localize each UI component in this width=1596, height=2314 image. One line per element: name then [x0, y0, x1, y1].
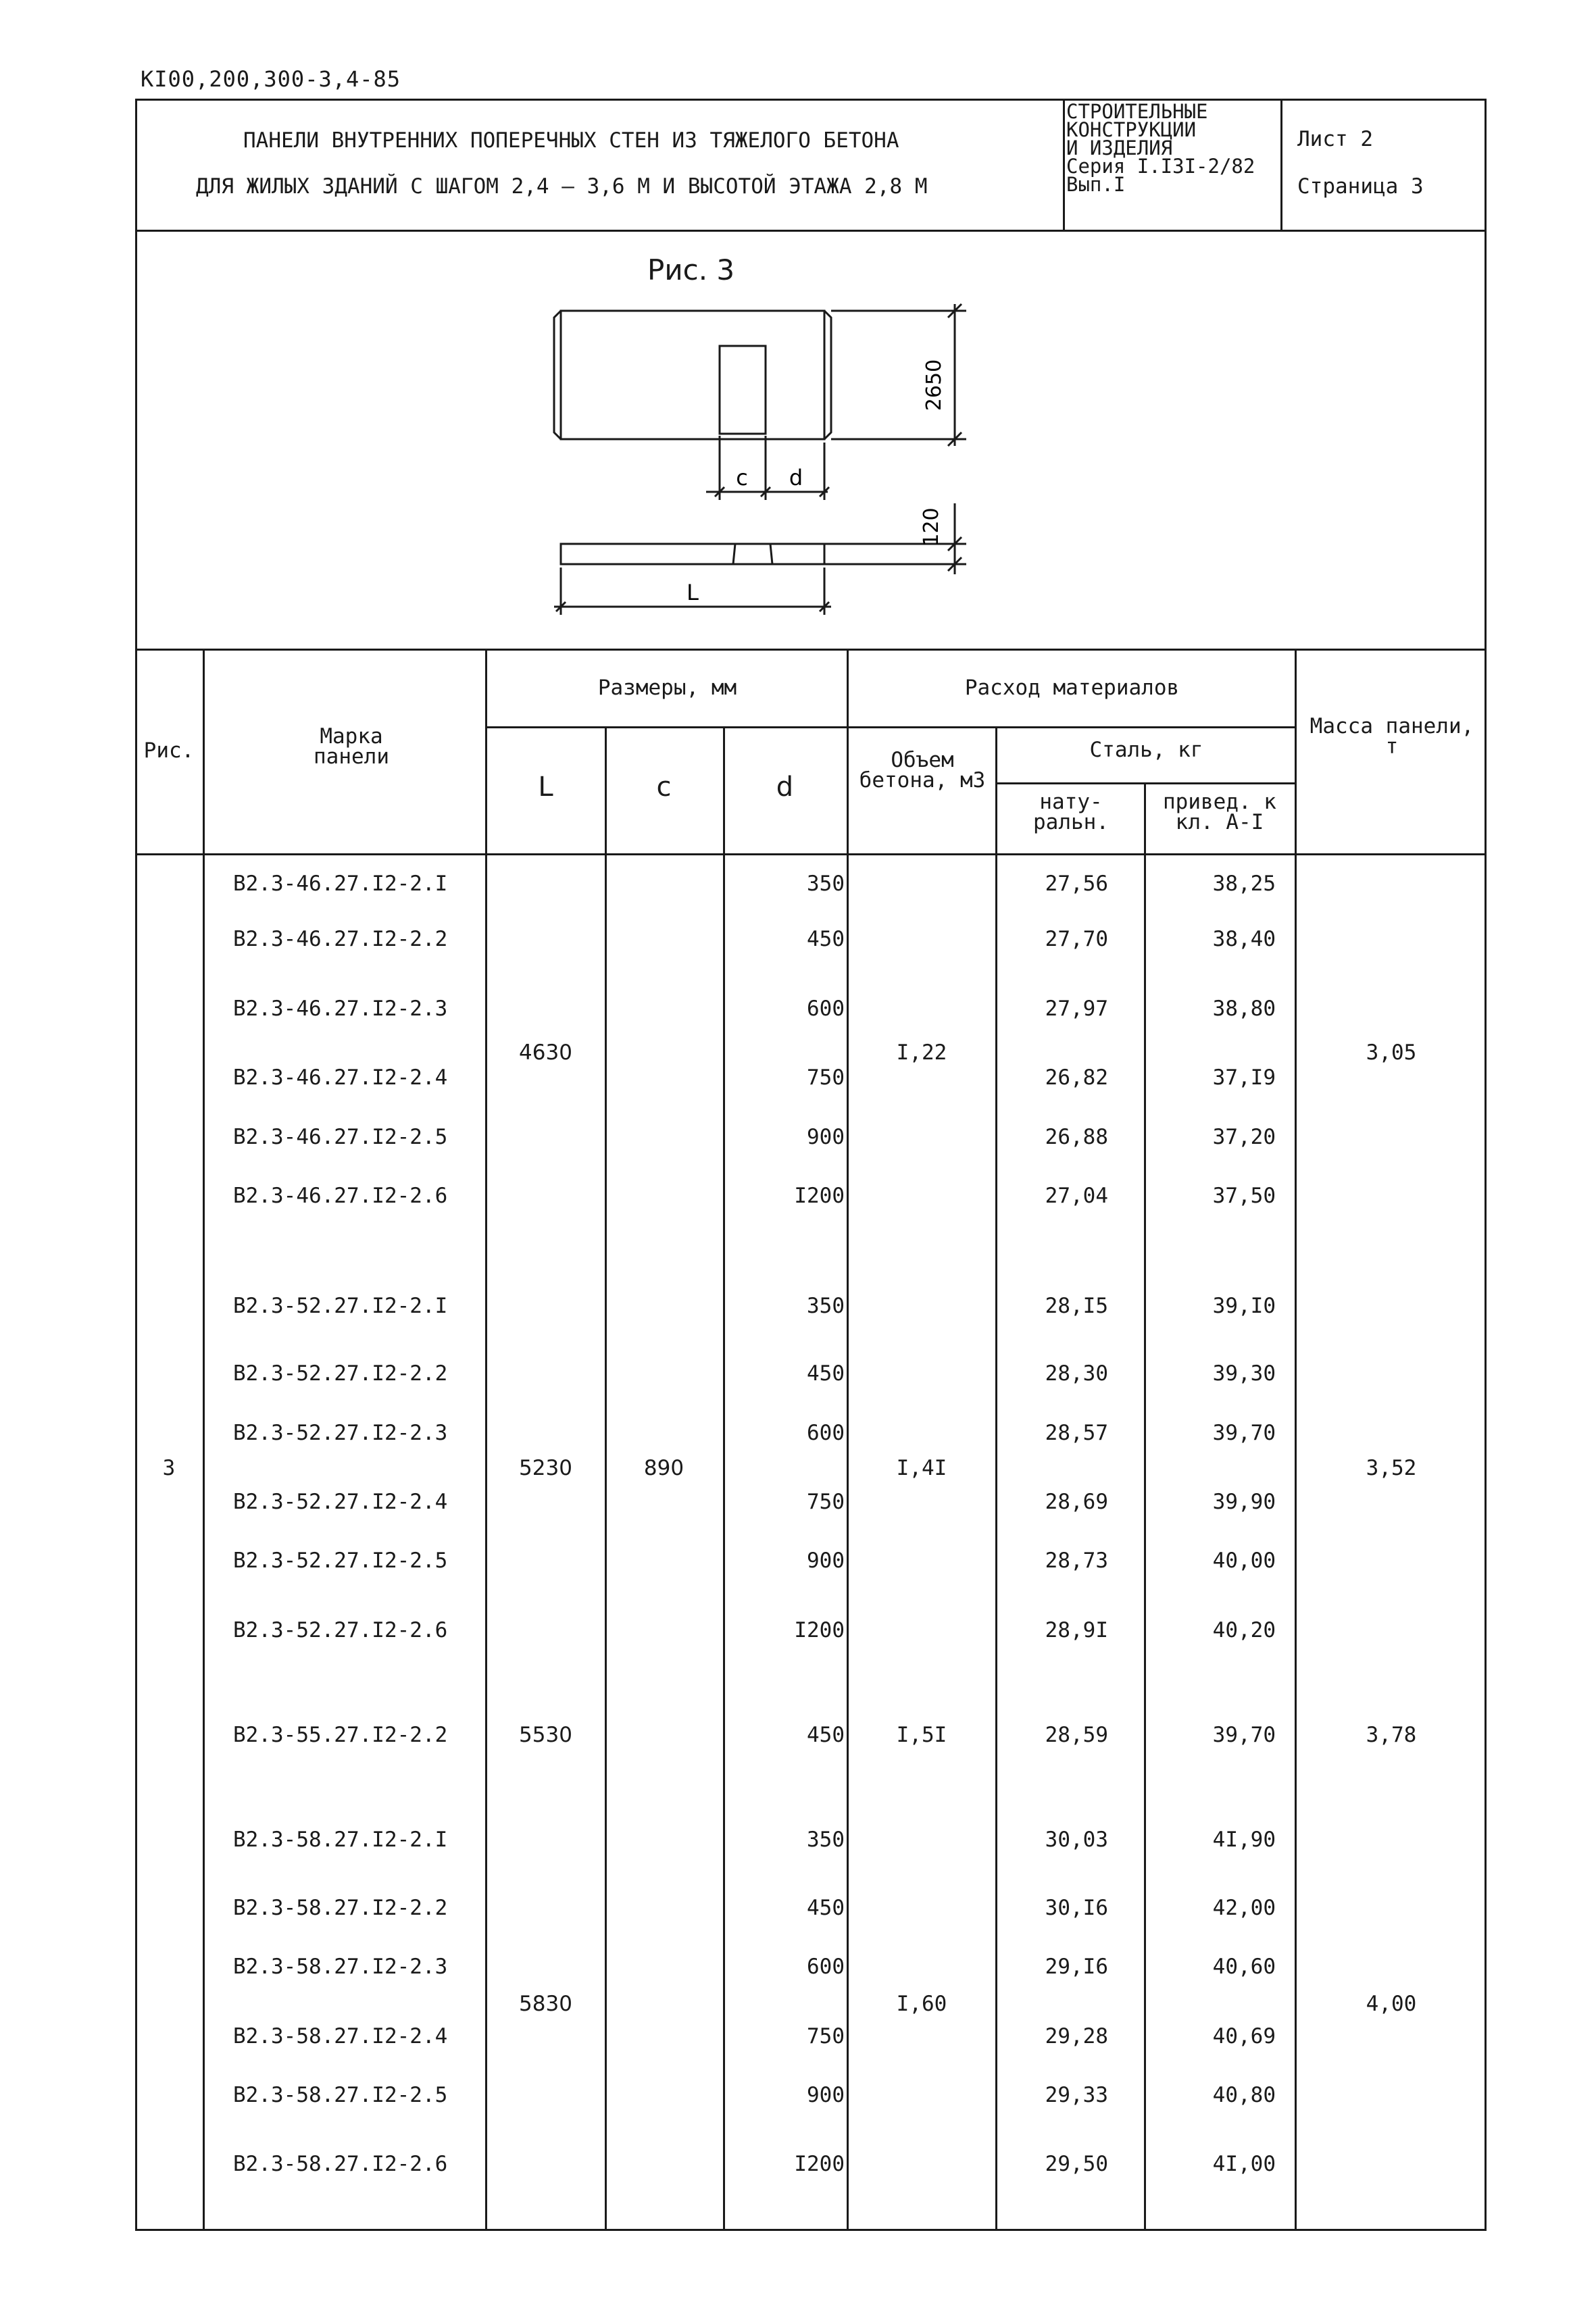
cell-mark: В2.3-58.27.I2-2.3	[233, 1955, 448, 1979]
series-line: Серия I.I3I-2/82	[1066, 155, 1255, 178]
cell-d: 450	[807, 927, 845, 951]
cell-mark: В2.3-58.27.I2-2.2	[233, 1896, 448, 1920]
cell-d: 750	[807, 2024, 845, 2048]
cell-volume: I,60	[896, 1992, 947, 2016]
cell-natural: 26,82	[1045, 1065, 1108, 1090]
cell-reduced: 40,20	[1212, 1618, 1276, 1642]
c-value: 890	[643, 1456, 684, 1480]
cell-L: 5530	[519, 1723, 572, 1747]
cell-natural: 28,I5	[1045, 1294, 1108, 1318]
header-sizes: Размеры, мм	[597, 676, 737, 700]
cell-mark: В2.3-46.27.I2-2.6	[233, 1184, 448, 1208]
header-volume: Объем бетона, м3	[859, 748, 986, 793]
series-line: СТРОИТЕЛЬНЫЕ	[1066, 100, 1208, 123]
cell-reduced: 40,80	[1212, 2083, 1276, 2107]
cell-reduced: 4I,90	[1212, 1828, 1276, 1852]
cell-volume: I,4I	[896, 1456, 947, 1480]
cell-reduced: 39,30	[1212, 1361, 1276, 1386]
cell-mass: 3,05	[1366, 1040, 1417, 1065]
panel-section	[561, 544, 824, 564]
cell-reduced: 39,I0	[1212, 1294, 1276, 1318]
table-top-border	[135, 649, 1487, 651]
cell-d: 600	[807, 1421, 845, 1445]
series-block	[1066, 100, 1269, 196]
hline-steel	[997, 782, 1296, 784]
dim-d-label: d	[789, 465, 803, 491]
cell-natural: 30,I6	[1045, 1896, 1108, 1920]
header-vline-1	[1063, 99, 1065, 231]
title-line-2: ДЛЯ ЖИЛЫХ ЗДАНИЙ С ШАГОМ 2,4 — 3,6 М И ВЫСОТОЙ ЭТАЖА 2,8 М	[196, 174, 928, 199]
cell-d: 900	[807, 2083, 845, 2107]
cell-d: 450	[807, 1896, 845, 1920]
cell-d: 750	[807, 1065, 845, 1090]
header-L: L	[538, 772, 553, 803]
cell-d: 450	[807, 1723, 845, 1747]
header-divider	[135, 230, 1487, 232]
cell-natural: 27,56	[1045, 872, 1108, 896]
cell-natural: 26,88	[1045, 1125, 1108, 1149]
cell-mark: В2.3-52.27.I2-2.5	[233, 1549, 448, 1573]
cell-reduced: 40,60	[1212, 1955, 1276, 1979]
header-reduced: привед. к кл. А-I	[1163, 790, 1276, 834]
fig-number: 3	[162, 1456, 176, 1480]
cell-natural: 27,97	[1045, 997, 1108, 1021]
vline-fig	[203, 649, 205, 2231]
cell-natural: 29,50	[1045, 2152, 1108, 2176]
header-natural: нату- ральн.	[1033, 790, 1109, 834]
cell-mass: 3,78	[1366, 1723, 1417, 1747]
cell-volume: I,5I	[896, 1723, 947, 1747]
cell-L: 5230	[519, 1456, 572, 1480]
title-line-1: ПАНЕЛИ ВНУТРЕННИХ ПОПЕРЕЧНЫХ СТЕН ИЗ ТЯЖЕЛОГО БЕТОНА	[243, 128, 899, 153]
cell-natural: 27,70	[1045, 927, 1108, 951]
cell-mark: В2.3-55.27.I2-2.2	[233, 1723, 448, 1747]
cell-mark: В2.3-52.27.I2-2.2	[233, 1361, 448, 1386]
cell-natural: 28,59	[1045, 1723, 1108, 1747]
cell-L: 5830	[519, 1992, 572, 2016]
header-mark: Марка панели	[314, 724, 389, 769]
header-mass: Масса панели, т	[1310, 714, 1474, 759]
cell-d: 750	[807, 1490, 845, 1514]
table-header-bottom	[135, 853, 1487, 855]
vline-c	[723, 726, 725, 2231]
vline-natural	[1144, 782, 1146, 2231]
cell-mark: В2.3-58.27.I2-2.4	[233, 2024, 448, 2048]
cell-natural: 28,69	[1045, 1490, 1108, 1514]
cell-mark: В2.3-52.27.I2-2.6	[233, 1618, 448, 1642]
header-materials: Расход материалов	[964, 676, 1180, 700]
cell-mark: В2.3-46.27.I2-2.I	[233, 872, 448, 896]
header-steel: Сталь, кг	[1089, 738, 1203, 762]
cell-volume: I,22	[896, 1040, 947, 1065]
cell-reduced: 38,25	[1212, 872, 1276, 896]
cell-mark: В2.3-46.27.I2-2.5	[233, 1125, 448, 1149]
cell-mark: В2.3-58.27.I2-2.I	[233, 1828, 448, 1852]
cell-mark: В2.3-46.27.I2-2.2	[233, 927, 448, 951]
cell-mark: В2.3-46.27.I2-2.4	[233, 1065, 448, 1090]
cell-reduced: 39,70	[1212, 1723, 1276, 1747]
panel-elevation	[561, 311, 824, 439]
page-number: Страница 3	[1297, 174, 1424, 199]
header-d: d	[776, 772, 794, 803]
cell-mass: 4,00	[1366, 1992, 1417, 2016]
series-line: Вып.I	[1066, 173, 1126, 196]
cell-reduced: 40,00	[1212, 1549, 1276, 1573]
cell-reduced: 37,20	[1212, 1125, 1276, 1149]
cell-reduced: 38,40	[1212, 927, 1276, 951]
panel-drawing	[527, 291, 1014, 642]
cell-d: 600	[807, 1955, 845, 1979]
cell-reduced: 38,80	[1212, 997, 1276, 1021]
cell-d: I200	[794, 2152, 845, 2176]
cell-natural: 28,9I	[1045, 1618, 1108, 1642]
series-line: КОНСТРУКЦИИ	[1066, 118, 1197, 141]
cell-mark: В2.3-58.27.I2-2.5	[233, 2083, 448, 2107]
cell-d: 600	[807, 997, 845, 1021]
cell-reduced: 37,50	[1212, 1184, 1276, 1208]
hline-sizes	[487, 726, 848, 728]
dim-height-label: 2650	[922, 359, 946, 411]
cell-reduced: 37,I9	[1212, 1065, 1276, 1090]
cell-d: 900	[807, 1549, 845, 1573]
figure-caption: Рис. 3	[647, 253, 735, 286]
cell-mark: В2.3-52.27.I2-2.I	[233, 1294, 448, 1318]
dim-L-label: L	[687, 580, 699, 605]
cell-d: 350	[807, 872, 845, 896]
dim-c-label: c	[736, 465, 748, 491]
document-code: КI00,200,300-3,4-85	[141, 66, 401, 92]
dim-thickness-label: 120	[920, 507, 943, 547]
cell-mark: В2.3-52.27.I2-2.4	[233, 1490, 448, 1514]
cell-mark: В2.3-52.27.I2-2.3	[233, 1421, 448, 1445]
cell-mark: В2.3-46.27.I2-2.3	[233, 997, 448, 1021]
cell-natural: 28,30	[1045, 1361, 1108, 1386]
cell-reduced: 4I,00	[1212, 2152, 1276, 2176]
header-vline-2	[1280, 99, 1282, 231]
vline-volume	[995, 726, 997, 2231]
cell-mark: В2.3-58.27.I2-2.6	[233, 2152, 448, 2176]
series-line: И ИЗДЕЛИЯ	[1066, 136, 1173, 159]
cell-reduced: 39,90	[1212, 1490, 1276, 1514]
header-c: c	[656, 772, 672, 803]
cell-natural: 27,04	[1045, 1184, 1108, 1208]
cell-natural: 29,I6	[1045, 1955, 1108, 1979]
sheet-number: Лист 2	[1297, 127, 1373, 151]
cell-natural: 28,73	[1045, 1549, 1108, 1573]
cell-mass: 3,52	[1366, 1456, 1417, 1480]
hline-materials	[848, 726, 1296, 728]
cell-natural: 30,03	[1045, 1828, 1108, 1852]
cell-reduced: 39,70	[1212, 1421, 1276, 1445]
cell-natural: 29,33	[1045, 2083, 1108, 2107]
cell-reduced: 42,00	[1212, 1896, 1276, 1920]
cell-d: I200	[794, 1618, 845, 1642]
cell-natural: 29,28	[1045, 2024, 1108, 2048]
cell-d: I200	[794, 1184, 845, 1208]
cell-d: 350	[807, 1828, 845, 1852]
cell-L: 4630	[519, 1040, 572, 1065]
cell-reduced: 40,69	[1212, 2024, 1276, 2048]
door-opening	[720, 346, 766, 434]
cell-d: 450	[807, 1361, 845, 1386]
cell-d: 350	[807, 1294, 845, 1318]
cell-d: 900	[807, 1125, 845, 1149]
header-fig: Рис.	[143, 738, 195, 763]
cell-natural: 28,57	[1045, 1421, 1108, 1445]
